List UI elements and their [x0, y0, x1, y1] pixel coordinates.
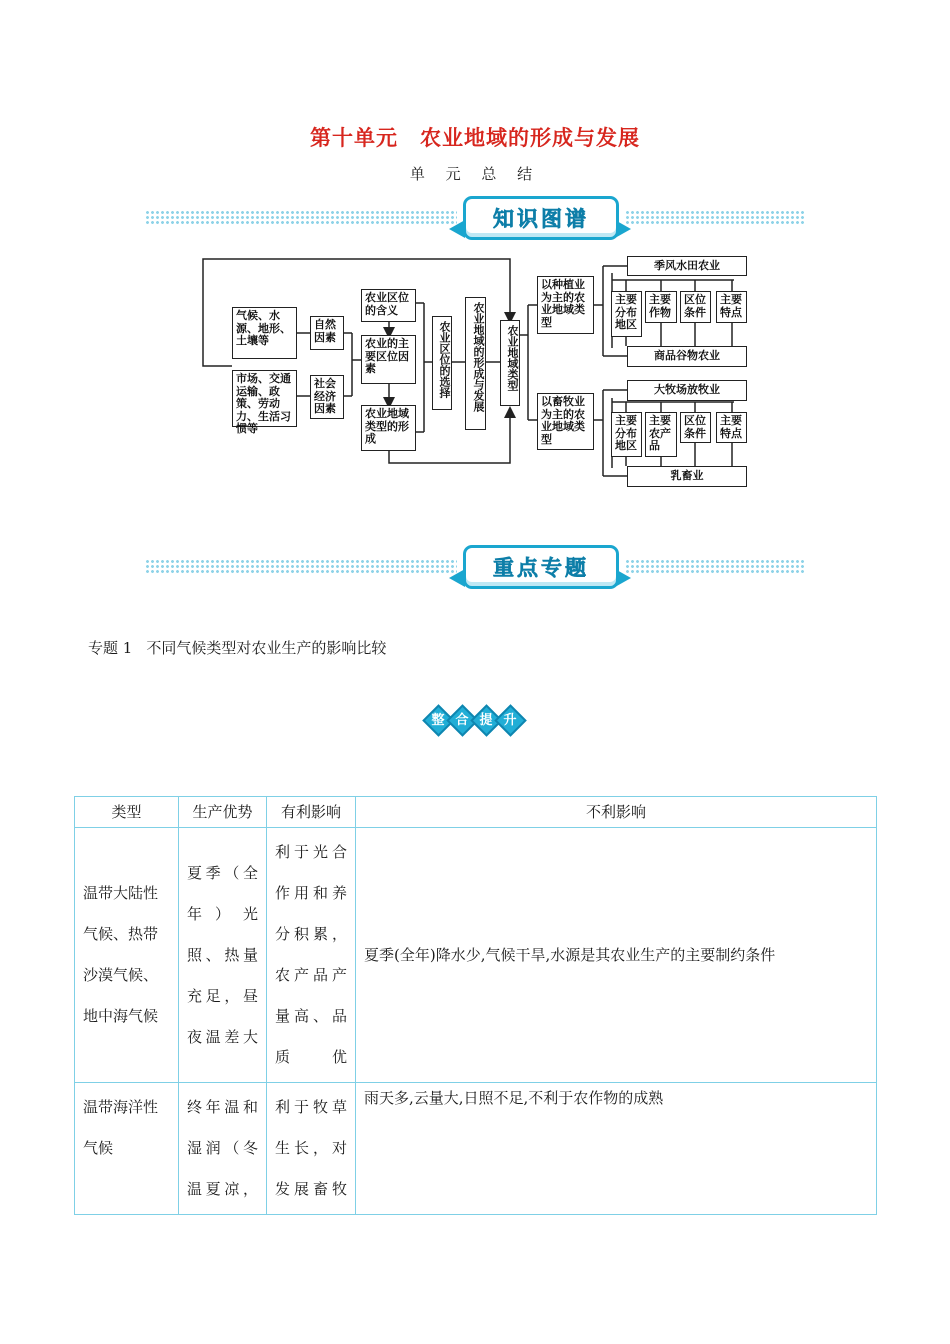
knowledge-map-banner — [145, 194, 805, 244]
header-favorable: 有利影响 — [267, 797, 356, 828]
badge-char-3: 提 — [479, 713, 493, 728]
box-livestock-sub-features: 主要特点 — [716, 412, 747, 443]
dotted-rule-left — [145, 210, 457, 224]
cell-unfavorable: 雨天多,云量大,日照不足,不利于农作物的成熟 — [356, 1083, 877, 1215]
table-row — [75, 1083, 877, 1215]
box-commercial-grain: 商品谷物农业 — [627, 346, 747, 367]
dotted-rule-left — [145, 559, 457, 573]
concept-map — [0, 0, 950, 520]
header-advantage: 生产优势 — [179, 797, 267, 828]
box-crop-sub-features: 主要特点 — [716, 291, 747, 323]
badge-char-1: 整 — [431, 713, 445, 728]
box-social-factors-list: 市场、交通运输、政策、劳动力、生活习惯等 — [232, 370, 297, 427]
table-header-row — [75, 797, 877, 828]
key-topics-banner — [145, 543, 805, 593]
box-main-location-factors: 农业的主要区位因素 — [361, 335, 416, 384]
cell-favorable: 利于牧草生长，对发展畜牧 — [267, 1083, 356, 1215]
badge-char-4: 升 — [503, 713, 517, 728]
box-livestock-sub-distribution: 主要分布地区 — [611, 412, 642, 457]
box-dairy: 乳畜业 — [627, 466, 747, 487]
table-row — [75, 828, 877, 1083]
integration-badge — [424, 707, 526, 737]
dotted-rule-right — [625, 559, 805, 573]
box-region-types: 农业地域类型 — [500, 320, 520, 406]
topic-number: 专题 1 — [88, 639, 133, 657]
banner-text: 知识图谱 — [493, 207, 589, 231]
banner-label — [463, 196, 619, 240]
box-crop-sub-crops: 主要作物 — [645, 291, 677, 323]
cell-unfavorable: 夏季(全年)降水少,气候干旱,水源是其农业生产的主要制约条件 — [356, 828, 877, 1083]
box-ranching: 大牧场放牧业 — [627, 380, 747, 401]
header-unfavorable: 不利影响 — [356, 797, 877, 828]
box-social-factor: 社会经济因素 — [310, 375, 344, 419]
box-crop-based: 以种植业为主的农业地域类型 — [537, 276, 594, 334]
box-location-meaning: 农业区位的含义 — [361, 289, 416, 322]
concept-map-connectors — [0, 0, 950, 520]
cell-type: 温带大陆性气候、热带沙漠气候、地中海气候 — [75, 828, 179, 1083]
page-title: 第十单元 农业地域的形成与发展 — [310, 126, 640, 150]
banner-text: 重点专题 — [493, 556, 589, 580]
box-location-choice: 农业区位的选择 — [432, 316, 452, 410]
badge-char-2: 合 — [455, 713, 469, 728]
page-subtitle: 单 元 总 结 — [409, 165, 541, 183]
box-livestock-sub-products: 主要农产品 — [645, 412, 677, 457]
cell-advantage: 终年温和湿润（冬温夏凉， — [179, 1083, 267, 1215]
cell-favorable: 利于光合作用和养分积累，农产品产量高、品质优 — [267, 828, 356, 1083]
header-type: 类型 — [75, 797, 179, 828]
box-natural-factors-list: 气候、水源、地形、土壤等 — [232, 307, 297, 359]
box-livestock-sub-conditions: 区位条件 — [680, 412, 711, 443]
dotted-rule-right — [625, 210, 805, 224]
banner-label — [463, 545, 619, 589]
cell-advantage: 夏季（全年）光照、热量充足，昼夜温差大 — [179, 828, 267, 1083]
box-natural-factor: 自然因素 — [310, 316, 344, 350]
box-formation-of-types: 农业地域类型的形成 — [361, 405, 416, 451]
box-formation-development: 农业地域的形成与发展 — [465, 297, 486, 430]
box-crop-sub-distribution: 主要分布地区 — [611, 291, 642, 337]
box-monsoon-rice: 季风水田农业 — [627, 256, 747, 276]
cell-type: 温带海洋性气候 — [75, 1083, 179, 1215]
climate-comparison-table — [74, 796, 877, 1215]
topic-heading — [88, 637, 386, 658]
box-livestock-based: 以畜牧业为主的农业地域类型 — [537, 393, 594, 450]
box-crop-sub-conditions: 区位条件 — [680, 291, 711, 323]
topic-title: 不同气候类型对农业生产的影响比较 — [146, 639, 387, 657]
